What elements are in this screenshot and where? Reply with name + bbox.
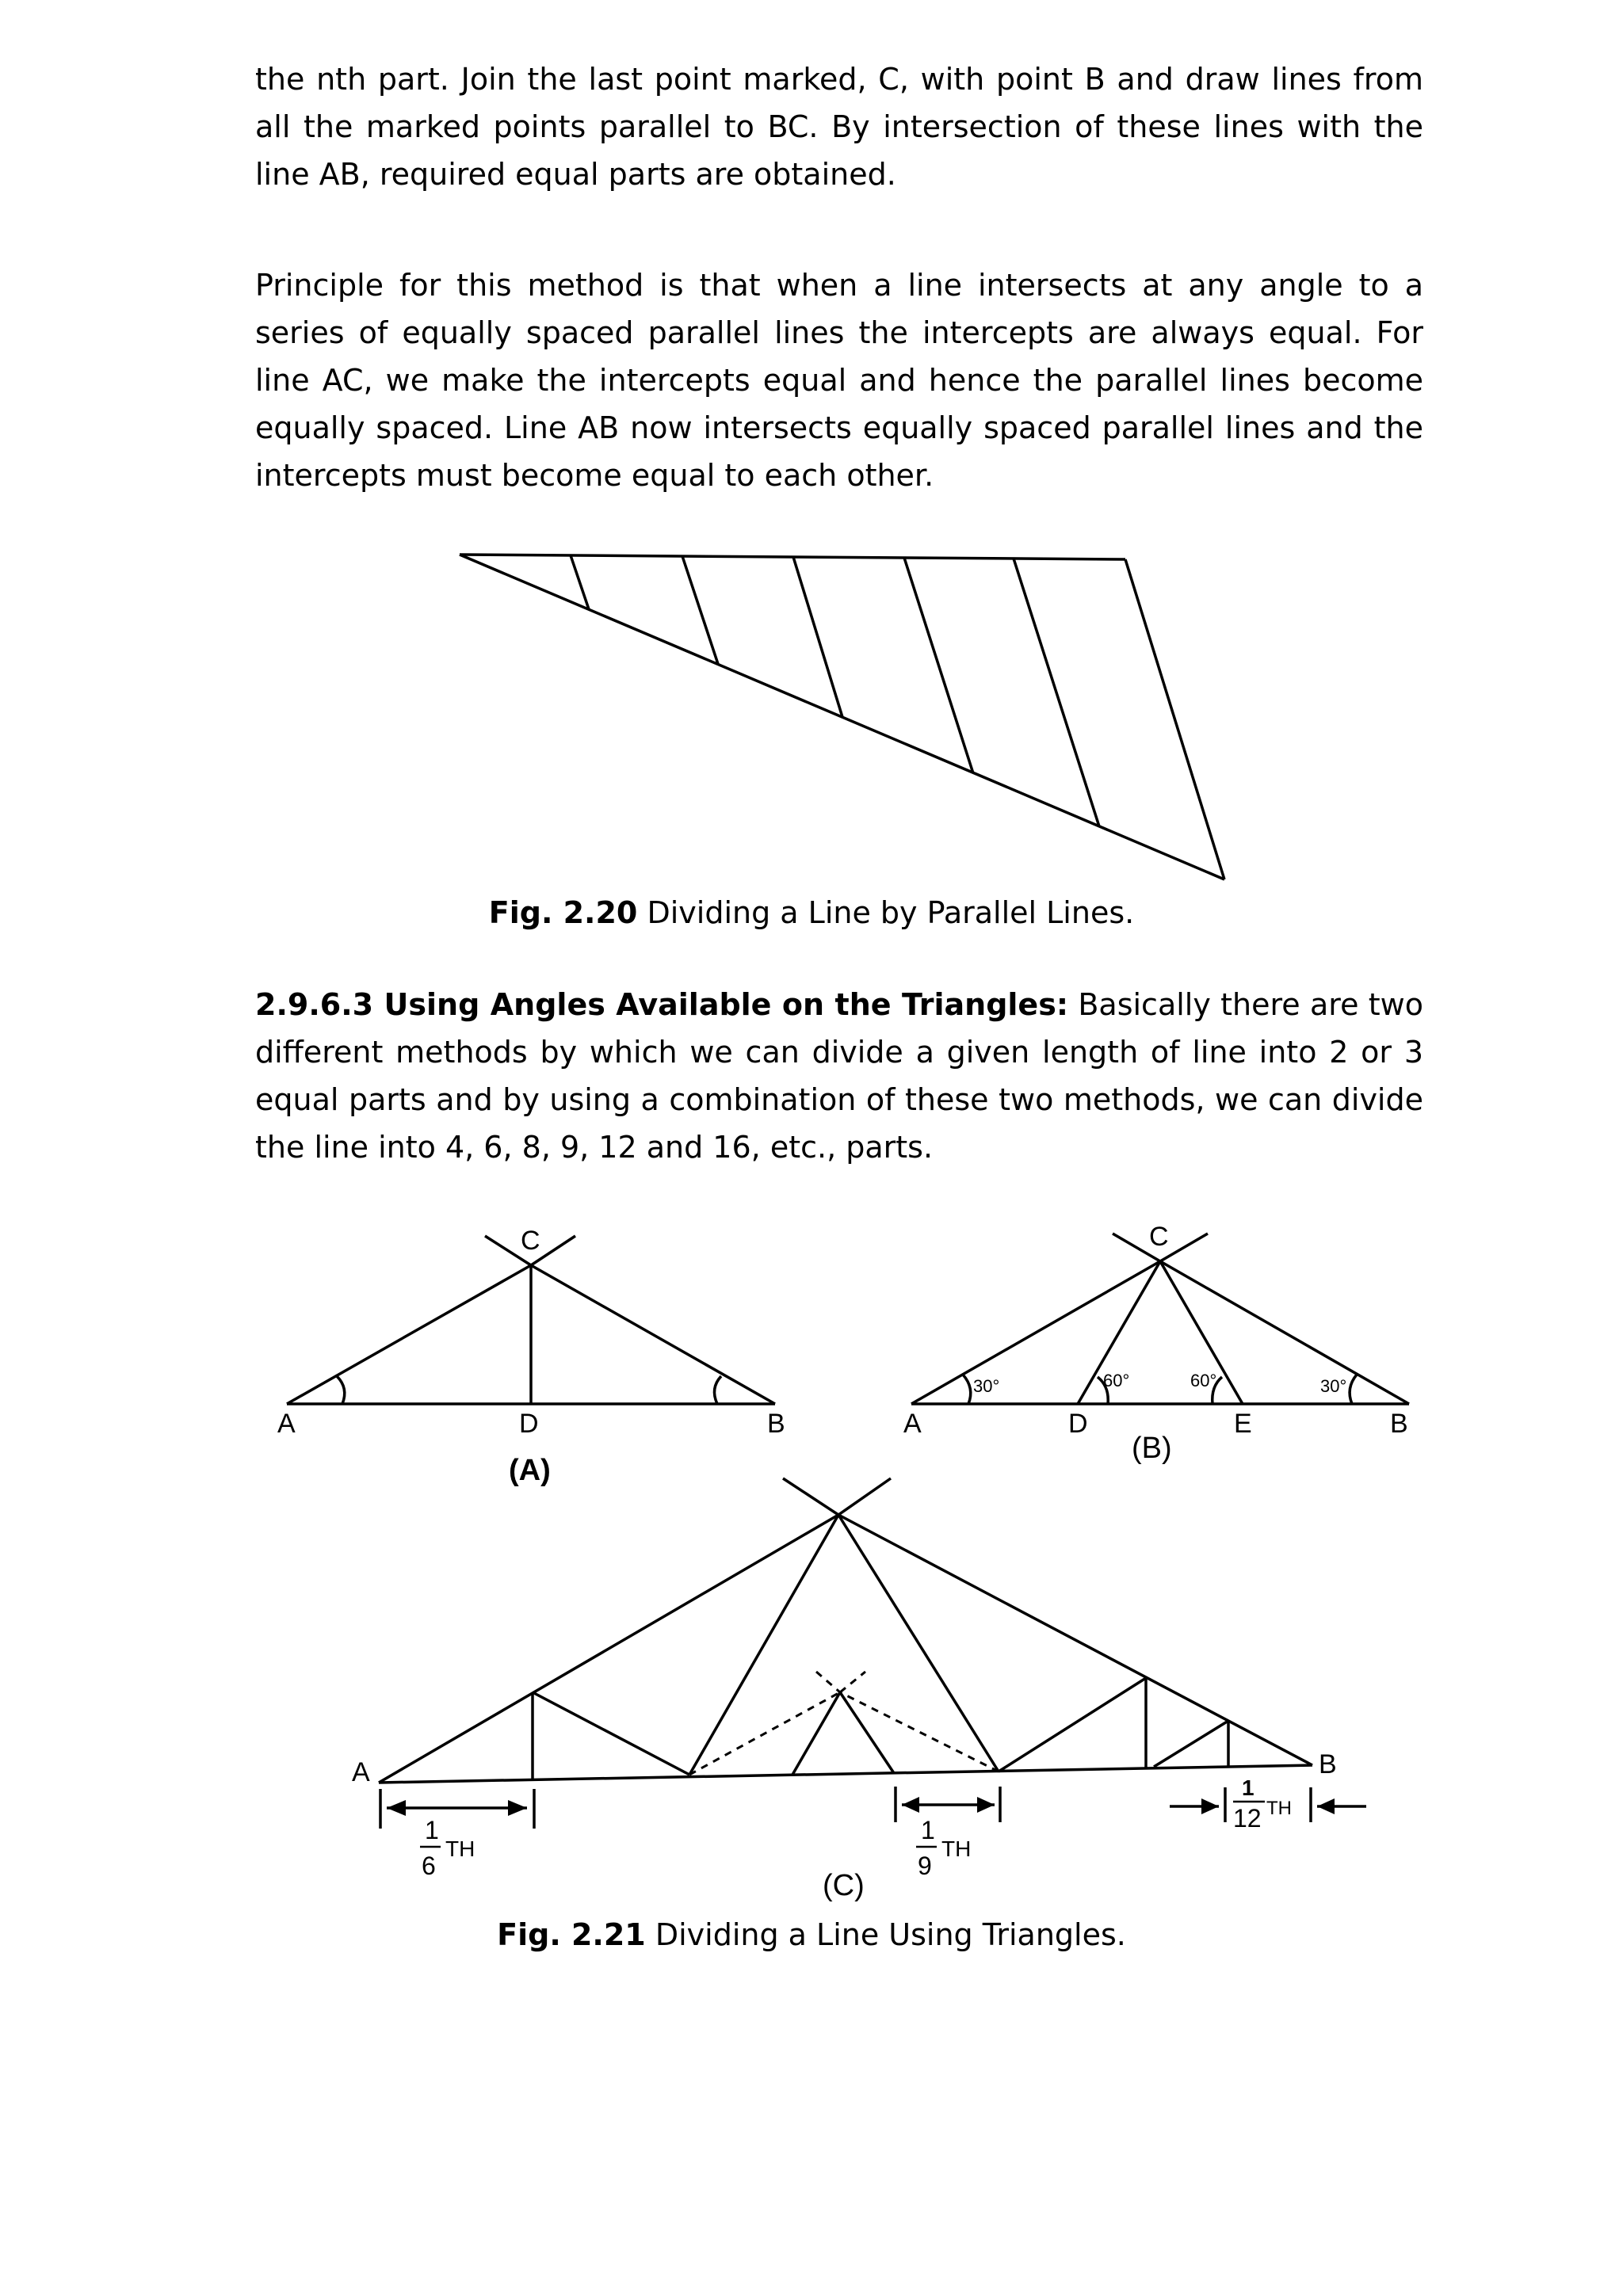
sixth-denominator: 6 bbox=[422, 1852, 436, 1880]
point-e-label: E bbox=[1234, 1409, 1252, 1439]
panel-b-tag: (B) bbox=[1132, 1432, 1172, 1465]
angle-b-label: 30° bbox=[1320, 1376, 1347, 1396]
sixth-suffix: TH bbox=[445, 1836, 475, 1861]
sixth-numerator: 1 bbox=[425, 1816, 439, 1844]
ninth-denominator: 9 bbox=[918, 1852, 932, 1880]
angle-a-label: 30° bbox=[973, 1376, 1000, 1396]
figure-caption-2-21 bbox=[0, 1917, 1623, 1952]
twelfth-denominator: 12 bbox=[1233, 1804, 1262, 1833]
fig-2-21-panel-b bbox=[903, 1222, 1409, 1465]
ninth-suffix: TH bbox=[941, 1836, 972, 1861]
figure-caption-text: Dividing a Line by Parallel Lines. bbox=[637, 895, 1135, 930]
figure-label: Fig. 2.21 bbox=[497, 1917, 646, 1952]
fig-2-20-diagram bbox=[460, 555, 1224, 879]
figure-caption-2-20 bbox=[0, 895, 1623, 930]
point-d-label: D bbox=[1068, 1409, 1088, 1439]
section-heading: 2.9.6.3 Using Angles Available on the Triangles: bbox=[255, 987, 1069, 1022]
point-a-label: A bbox=[352, 1757, 370, 1787]
point-a-label: A bbox=[277, 1409, 296, 1439]
point-c-label: C bbox=[1149, 1222, 1169, 1252]
twelfth-suffix: TH bbox=[1266, 1798, 1292, 1819]
point-d-label: D bbox=[519, 1409, 539, 1439]
point-c-label: C bbox=[521, 1226, 540, 1256]
twelfth-numerator: 1 bbox=[1242, 1775, 1254, 1800]
point-b-label: B bbox=[767, 1409, 785, 1439]
fig-2-21-panel-c bbox=[352, 1478, 1366, 1902]
paragraph-intro: the nth part. Join the last point marked, C, with point B and draw lines from all the marked points parallel to BC. By intersection of these lines with the line AB, required equal parts are obtained. bbox=[255, 62, 1423, 192]
panel-a-tag: (A) bbox=[509, 1454, 551, 1487]
angle-e-label: 60° bbox=[1190, 1371, 1217, 1390]
point-a-label: A bbox=[903, 1409, 922, 1439]
point-b-label: B bbox=[1390, 1409, 1408, 1439]
section-body: Basically there are two different methods by which we can divide a given length of line into 2 or 3 equal parts and by using a combination of these two methods, we can divide the line into 4, 6, 8, 9, 12 and 16, etc., parts. bbox=[255, 987, 1423, 1165]
point-b-label: B bbox=[1319, 1749, 1337, 1779]
paragraph-triangles bbox=[255, 981, 1423, 1171]
figure-caption-text: Dividing a Line Using Triangles. bbox=[645, 1917, 1126, 1952]
angle-d-label: 60° bbox=[1103, 1371, 1130, 1390]
fig-2-21-panel-a bbox=[277, 1226, 785, 1487]
figure-label: Fig. 2.20 bbox=[488, 895, 638, 930]
paragraph-principle: Principle for this method is that when a line intersects at any angle to a series of equally spaced parallel lines the intercepts are always equal. For line AC, we make the intercepts equal and hence the parallel lines become equally spaced. Line AB now intersects equally spaced parallel lines and the intercepts must become equal to each other. bbox=[255, 268, 1423, 493]
panel-c-tag: (C) bbox=[823, 1869, 865, 1902]
ninth-numerator: 1 bbox=[921, 1816, 935, 1844]
